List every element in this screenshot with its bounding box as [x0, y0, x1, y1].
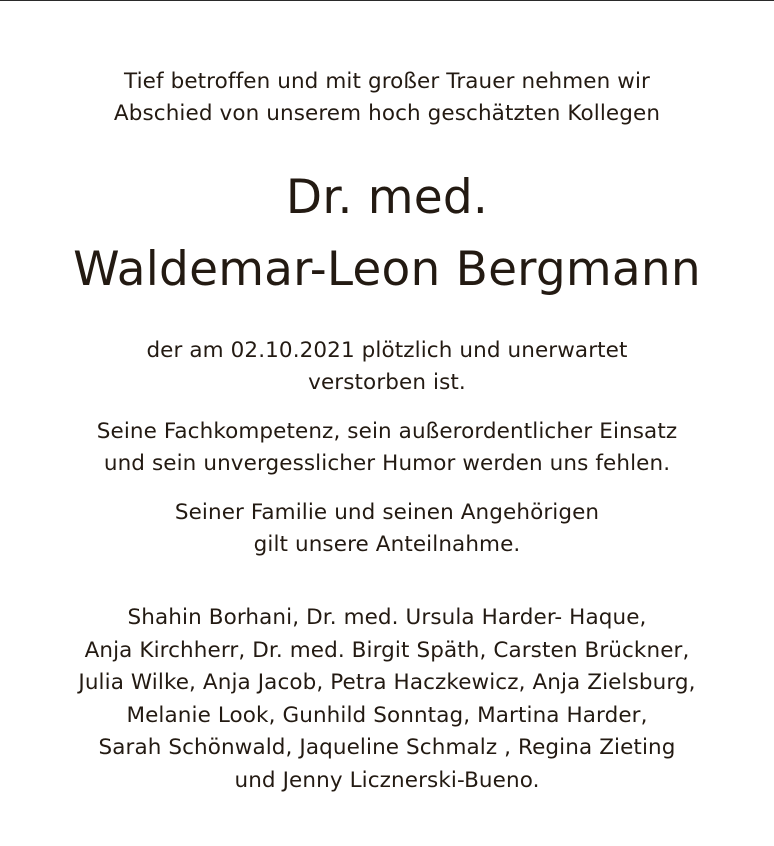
top-border-rule — [0, 0, 774, 1]
paragraph-line: Seiner Familie und seinen Angehörigen — [174, 500, 600, 525]
signers-line: Julia Wilke, Anja Jacob, Petra Haczkewicz, Anja Zielsburg, — [78, 670, 696, 695]
intro-line: Tief betroffen und mit großer Trauer nehmen wir — [124, 69, 650, 94]
condolence-paragraph — [0, 497, 774, 561]
intro-line: Abschied von unserem hoch geschätzten Kollegen — [113, 101, 661, 126]
signers-list — [0, 602, 774, 797]
signers-line: Anja Kirchherr, Dr. med. Birgit Späth, Carsten Brückner, — [84, 637, 690, 663]
signers-line: und Jenny Licznerski-Bueno. — [234, 767, 540, 793]
deceased-title: Dr. med. — [285, 170, 489, 225]
paragraph-line: verstorben ist. — [308, 370, 466, 395]
paragraph-line: Seine Fachkompetenz, sein außerordentlicher Einsatz — [96, 419, 678, 444]
signers-line: Shahin Borhani, Dr. med. Ursula Harder- Haque, — [127, 605, 647, 630]
signers-line: Melanie Look, Gunhild Sonntag, Martina Harder, — [126, 702, 648, 728]
death-date-paragraph — [0, 335, 774, 399]
tribute-paragraph — [0, 416, 774, 480]
paragraph-line: gilt unsere Anteilnahme. — [253, 532, 521, 557]
intro-text — [0, 66, 774, 130]
deceased-full-name: Waldemar-Leon Bergmann — [73, 242, 701, 297]
paragraph-line: und sein unvergesslicher Humor werden uns fehlen. — [103, 451, 671, 476]
signers-line: Sarah Schönwald, Jaqueline Schmalz , Regina Zieting — [98, 735, 676, 760]
deceased-name — [0, 162, 774, 306]
paragraph-line: der am 02.10.2021 plötzlich und unerwartet — [146, 338, 628, 363]
